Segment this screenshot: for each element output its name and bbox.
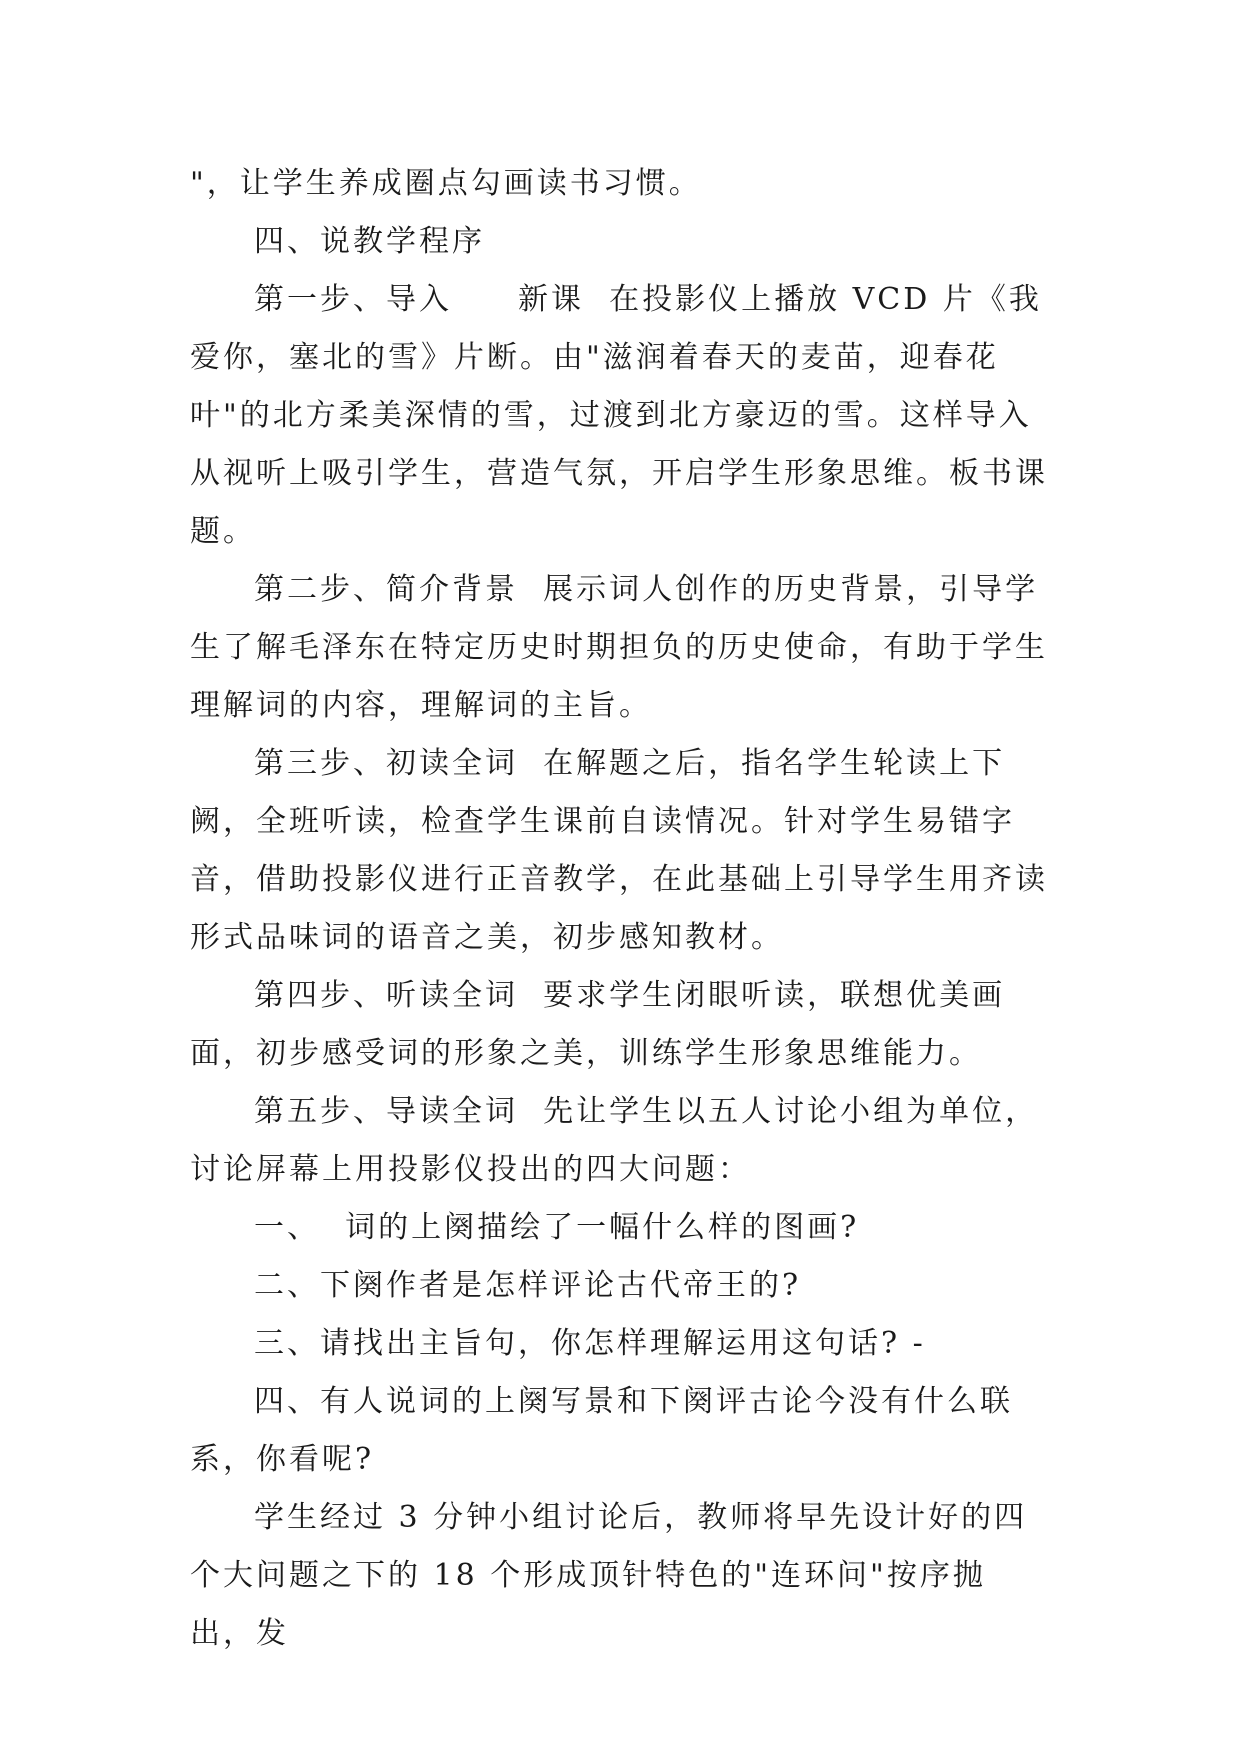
paragraph-9: 二、下阕作者是怎样评论古代帝王的? [254,1268,802,1303]
paragraph-11: 四、有人说词的上阕写景和下阕评古论今没有什么联系，你看呢? [190,1384,1013,1477]
paragraph-6: 第四步、听读全词 要求学生闭眼听读，联想优美画面，初步感受词的形象之美，训练学生形象思维能力。 [190,978,1006,1071]
paragraph-10: 三、请找出主旨句，你怎样理解运用这句话? - [254,1326,926,1361]
paragraph-8: 一、 词的上阕描绘了一幅什么样的图画? [254,1210,860,1245]
paragraph-4: 第二步、简介背景 展示词人创作的历史背景，引导学生了解毛泽东在特定历史时期担负的历史使命，有助于学生理解词的内容，理解词的主旨。 [190,572,1048,723]
paragraph-2: 四、说教学程序 [254,224,485,259]
paragraph-7: 第五步、导读全词 先让学生以五人讨论小组为单位，讨论屏幕上用投影仪投出的四大问题： [190,1094,1039,1187]
paragraph-12: 学生经过 3 分钟小组讨论后，教师将早先设计好的四个大问题之下的 18 个形成顶针特色的"连环问"按序抛出，发 [190,1500,1028,1651]
document-body [190,155,1098,1663]
paragraph-1: "，让学生养成圈点勾画读书习惯。 [190,166,702,201]
paragraph-5: 第三步、初读全词 在解题之后，指名学生轮读上下阙，全班听读，检查学生课前自读情况。针对学生易错字音，借助投影仪进行正音教学，在此基础上引导学生用齐读形式品味词的语音之美，初步感知教材。 [190,746,1048,955]
paragraph-3: 第一步、导入 新课 在投影仪上播放 VCD 片《我爱你，塞北的雪》片断。由"滋润着春天的麦苗，迎春花叶"的北方柔美深情的雪，过渡到北方豪迈的雪。这样导入 从视听上吸引学生，营造气氛，开启学生形象思维。板书课题。 [190,282,1098,549]
